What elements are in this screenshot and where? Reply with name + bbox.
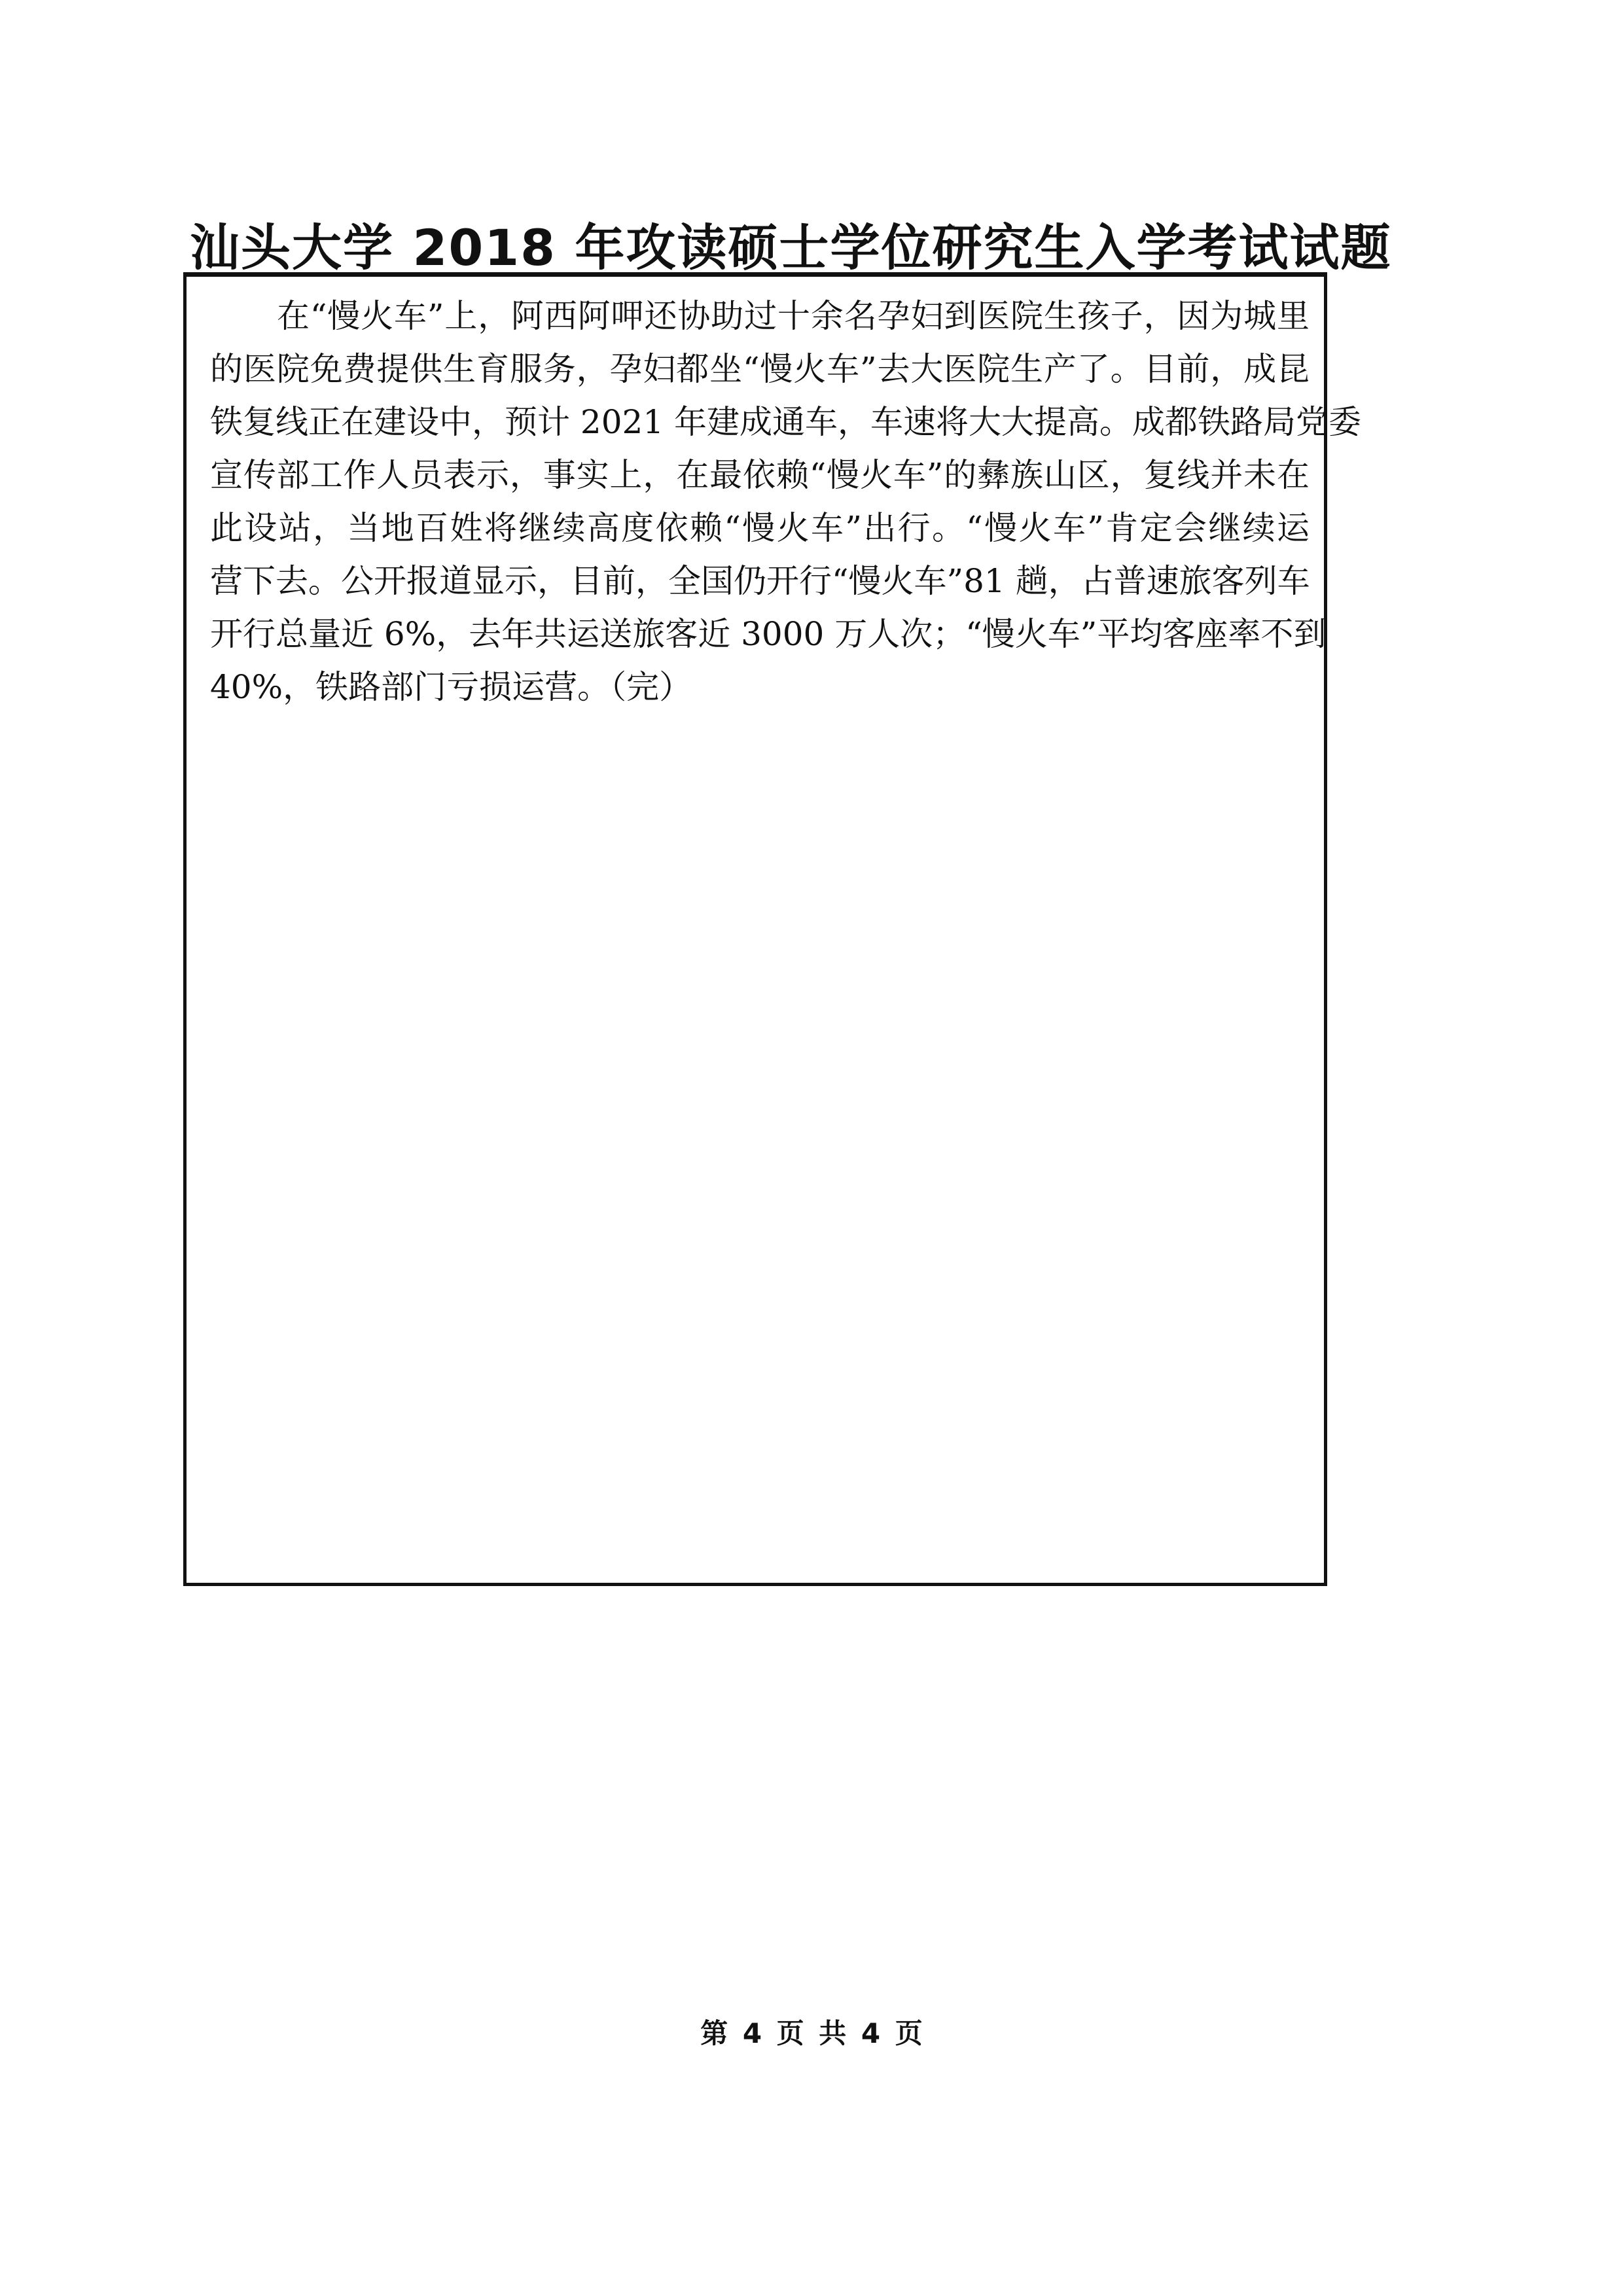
passage-line: 的医院免费提供生育服务，孕妇都坐“慢火车”去大医院生产了。目前，成昆 — [210, 350, 1310, 388]
page-number: 第 4 页 共 4 页 — [700, 2017, 923, 2049]
passage-line: 宣传部工作人员表示，事实上，在最依赖“慢火车”的彝族山区，复线并未在 — [210, 456, 1310, 494]
question-box — [183, 272, 1362, 1586]
passage-line: 铁复线正在建设中，预计 2021 年建成通车，车速将大大提高。成都铁路局党委 — [210, 403, 1362, 441]
passage-line: 营下去。公开报道显示，目前，全国仍开行“慢火车”81 趟，占普速旅客列车 — [210, 562, 1310, 600]
passage-line: 40%，铁路部门亏损运营。（完） — [210, 668, 692, 706]
passage-paragraph — [210, 290, 1362, 714]
exam-title: 汕头大学 2018 年攻读硕士学位研究生入学考试试题 — [190, 219, 1392, 277]
passage-line: 此设站，当地百姓将继续高度依赖“慢火车”出行。“慢火车”肯定会继续运 — [210, 509, 1310, 547]
passage-line: 在“慢火车”上，阿西阿呷还协助过十余名孕妇到医院生孩子，因为城里 — [277, 297, 1310, 335]
passage-line: 开行总量近 6%，去年共运送旅客近 3000 万人次；“慢火车”平均客座率不到 — [210, 615, 1327, 653]
